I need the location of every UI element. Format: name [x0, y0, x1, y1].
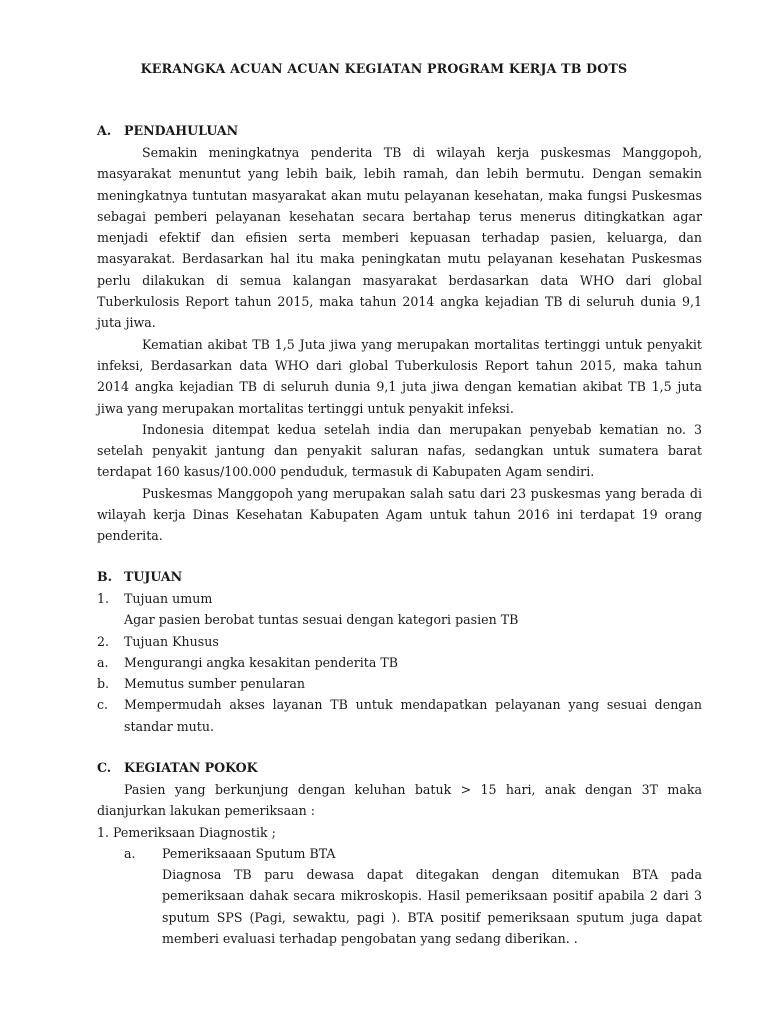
- section-title: PENDAHULUAN: [124, 123, 239, 138]
- list-marker: 2.: [97, 633, 110, 649]
- section-pendahuluan: [97, 120, 702, 547]
- list-marker: a.: [97, 654, 109, 670]
- list-item: [97, 673, 702, 694]
- paragraph: Pasien yang berkunjung dengan keluhan batuk > 15 hari, anak dengan 3T maka dianjurkan lakukan pemeriksaan :: [97, 782, 702, 819]
- section-heading: [97, 566, 702, 588]
- section-heading: [97, 120, 702, 142]
- paragraph: Puskesmas Manggopoh yang merupakan salah satu dari 23 puskesmas yang berada di wilayah kerja Dinas Kesehatan Kabupaten Agam untuk tahun 2016 ini terdapat 19 orang penderita.: [97, 485, 702, 544]
- list-text: Tujuan umum: [124, 591, 213, 606]
- section-letter: A.: [97, 123, 112, 138]
- section-title: KEGIATAN POKOK: [124, 760, 258, 775]
- section-kegiatan-pokok: [97, 757, 702, 949]
- list-item: 1. Pemeriksaan Diagnostik ;: [97, 824, 276, 840]
- section-letter: B.: [97, 569, 113, 584]
- document-title: KERANGKA ACUAN ACUAN KEGIATAN PROGRAM KERJA TB DOTS: [140, 61, 628, 76]
- paragraph: Semakin meningkatnya penderita TB di wilayah kerja puskesmas Manggopoh, masyarakat menuntut yang lebih baik, lebih ramah, dan lebih bermutu. Dengan semakin meningkatnya tuntutan masyarakat akan mutu pelayanan kesehatan, maka fungsi Puskesmas sebagai pemberi pelayanan kesehatan secara bertahap terus menerus ditingkatkan agar menjadi efektif dan efisien serta memberi kepuasan terhadap pasien, keluarga, dan masyarakat. Berdasarkan hal itu maka peningkatan mutu pelayanan kesehatan Puskesmas perlu dilakukan di semua kalangan masyarakat berdasarkan data WHO dari global Tuberkulosis Report tahun 2015, maka tahun 2014 angka kejadian TB di seluruh dunia 9,1 juta jiwa.: [97, 145, 702, 331]
- list-detail: Agar pasien berobat tuntas sesuai dengan kategori pasien TB: [124, 612, 519, 628]
- list-text: Mempermudah akses layanan TB untuk mendapatkan pelayanan yang sesuai dengan standar mutu.: [124, 697, 702, 734]
- list-marker: b.: [97, 676, 110, 692]
- section-heading: [97, 757, 702, 779]
- section-letter: C.: [97, 760, 112, 775]
- list-marker: 1.: [97, 591, 110, 606]
- section-tujuan: [97, 566, 702, 737]
- list-text: Pemeriksaaan Sputum BTA: [162, 845, 336, 861]
- list-item: [97, 694, 702, 737]
- list-text: Memutus sumber penularan: [124, 676, 306, 692]
- list-item: [97, 843, 702, 864]
- section-title: TUJUAN: [124, 569, 183, 584]
- list-detail: Diagnosa TB paru dewasa dapat ditegakan dengan ditemukan BTA pada pemeriksaan dahak secara mikroskopis. Hasil pemeriksaan positif apabila 2 dari 3 sputum SPS (Pagi, sewaktu, pagi ). BTA positif pemeriksaan sputum juga dapat memberi evaluasi terhadap pengobatan yang sedang diberikan. .: [162, 867, 702, 947]
- list-text: Tujuan Khusus: [124, 633, 219, 649]
- paragraph: Kematian akibat TB 1,5 Juta jiwa yang merupakan mortalitas tertinggi untuk penyakit infeksi, Berdasarkan data WHO dari global Tuberkulosis Report tahun 2015, maka tahun 2014 angka kejadian TB di seluruh dunia 9,1 juta jiwa dengan kematian akibat TB 1,5 juta jiwa yang merupakan mortalitas tertinggi untuk penyakit infeksi.: [97, 336, 702, 416]
- list-item: [97, 631, 702, 652]
- paragraph: Indonesia ditempat kedua setelah india dan merupakan penyebab kematian no. 3 setelah penyakit jantung dan penyakit saluran nafas, sedangkan untuk sumatera barat terdapat 160 kasus/100.000 penduduk, termasuk di Kabupaten Agam sendiri.: [97, 421, 702, 480]
- list-text: Mengurangi angka kesakitan penderita TB: [124, 654, 399, 670]
- list-marker: a.: [124, 845, 136, 861]
- list-item: [97, 588, 702, 609]
- list-item: [97, 652, 702, 673]
- list-marker: c.: [97, 697, 109, 713]
